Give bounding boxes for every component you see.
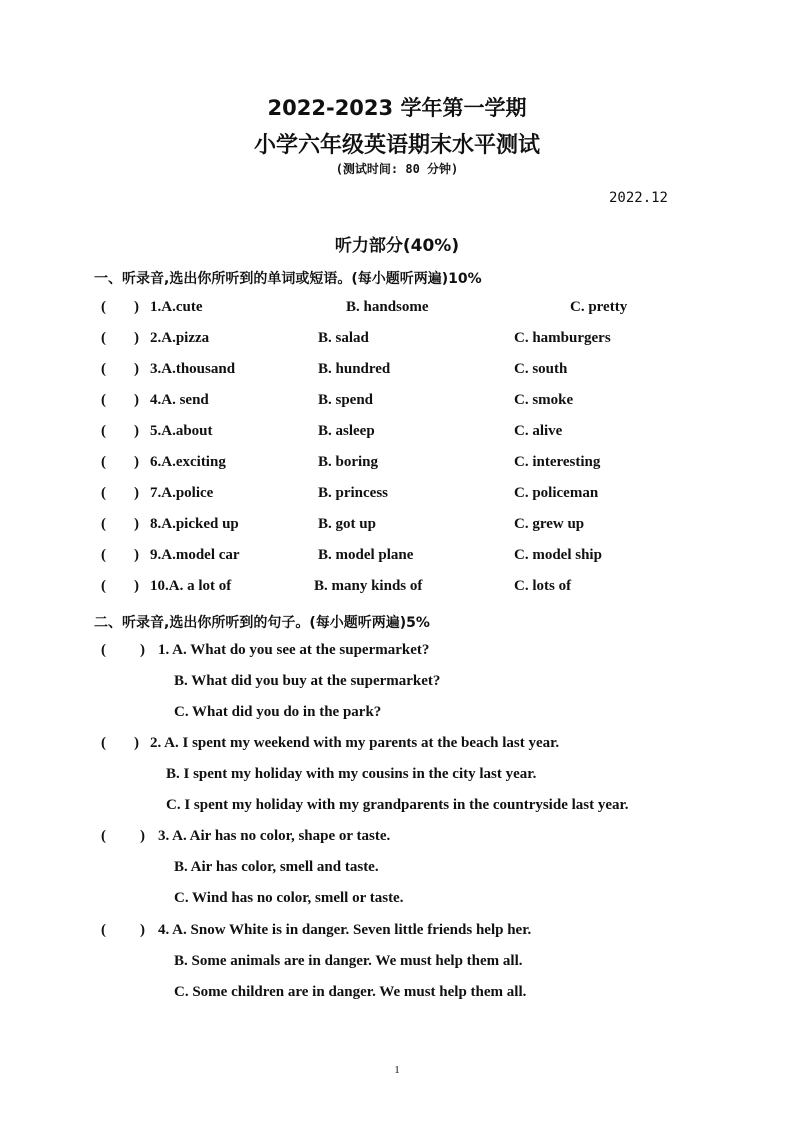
part2-heading: 二、听录音,选出你所听到的句子。(每小题听两遍)5% <box>94 615 430 631</box>
sentence-option-b: B. Some animals are in danger. We must help them all. <box>174 953 523 969</box>
answer-paren-open[interactable]: ( <box>101 299 106 315</box>
answer-paren-open[interactable]: ( <box>101 516 106 532</box>
sentence-option-b: B. What did you buy at the supermarket? <box>174 673 441 689</box>
option-a: 1.A.cute <box>150 299 203 315</box>
sentence-option-b: B. I spent my holiday with my cousins in the city last year. <box>166 766 537 782</box>
question-row <box>0 516 794 540</box>
answer-paren-close: ) <box>140 922 145 938</box>
answer-paren-close: ) <box>134 547 139 563</box>
option-b: B. boring <box>318 454 379 470</box>
option-c: C. smoke <box>514 392 574 408</box>
option-b: B. hundred <box>318 361 391 377</box>
question-row <box>0 330 794 354</box>
answer-paren-close: ) <box>134 423 139 439</box>
answer-paren-open[interactable]: ( <box>101 330 106 346</box>
answer-paren-open[interactable]: ( <box>101 423 106 439</box>
option-c: C. model ship <box>514 547 602 563</box>
option-c: C. policeman <box>514 485 599 501</box>
question-row <box>0 578 794 602</box>
exam-duration: (测试时间: 80 分钟) <box>335 162 459 176</box>
option-b: B. spend <box>318 392 374 408</box>
part1-heading: 一、听录音,选出你所听到的单词或短语。(每小题听两遍)10% <box>94 271 482 287</box>
sentence-option-a: 3. A. Air has no color, shape or taste. <box>158 828 391 844</box>
option-a: 5.A.about <box>150 423 213 439</box>
option-a: 8.A.picked up <box>150 516 239 532</box>
exam-title: 小学六年级英语期末水平测试 <box>253 133 540 158</box>
option-c: C. interesting <box>514 454 601 470</box>
listening-section-title: 听力部分(40%) <box>334 236 460 256</box>
question-row <box>0 454 794 478</box>
option-b: B. many kinds of <box>314 578 423 594</box>
option-a: 2.A.pizza <box>150 330 210 346</box>
sentence-option-c: C. I spent my holiday with my grandparents in the countryside last year. <box>166 797 629 813</box>
answer-paren-close: ) <box>134 516 139 532</box>
sentence-option-a: 2. A. I spent my weekend with my parents at the beach last year. <box>150 735 560 751</box>
answer-paren-close: ) <box>134 330 139 346</box>
answer-paren-open[interactable]: ( <box>101 828 106 844</box>
answer-paren-open[interactable]: ( <box>101 642 106 658</box>
sentence-option-c: C. What did you do in the park? <box>174 704 382 720</box>
question-row <box>0 361 794 385</box>
option-a: 3.A.thousand <box>150 361 236 377</box>
answer-paren-open[interactable]: ( <box>101 547 106 563</box>
answer-paren-open[interactable]: ( <box>101 735 106 751</box>
option-b: B. princess <box>318 485 389 501</box>
sentence-option-c: C. Some children are in danger. We must help them all. <box>174 984 527 1000</box>
sentence-option-b: B. Air has color, smell and taste. <box>174 859 379 875</box>
answer-paren-close: ) <box>134 299 139 315</box>
answer-paren-close: ) <box>134 735 139 751</box>
option-a: 9.A.model car <box>150 547 240 563</box>
option-c: C. hamburgers <box>514 330 611 346</box>
answer-paren-close: ) <box>134 485 139 501</box>
question-row <box>0 392 794 416</box>
option-a: 10.A. a lot of <box>150 578 232 594</box>
option-b: B. asleep <box>318 423 375 439</box>
answer-paren-close: ) <box>134 578 139 594</box>
option-a: 7.A.police <box>150 485 214 501</box>
page-number: 1 <box>394 1064 400 1076</box>
year-term-title: 2022-2023 学年第一学期 <box>267 96 527 120</box>
sentence-option-a: 1. A. What do you see at the supermarket? <box>158 642 430 658</box>
answer-paren-open[interactable]: ( <box>101 392 106 408</box>
question-row <box>0 547 794 571</box>
answer-paren-close: ) <box>134 454 139 470</box>
answer-paren-open[interactable]: ( <box>101 922 106 938</box>
option-c: C. alive <box>514 423 563 439</box>
sentence-option-a: 4. A. Snow White is in danger. Seven little friends help her. <box>158 922 532 938</box>
question-row <box>0 423 794 447</box>
option-c: C. pretty <box>570 299 628 315</box>
exam-date: 2022.12 <box>608 190 668 206</box>
answer-paren-close: ) <box>134 361 139 377</box>
answer-paren-open[interactable]: ( <box>101 454 106 470</box>
option-a: 6.A.exciting <box>150 454 226 470</box>
answer-paren-open[interactable]: ( <box>101 361 106 377</box>
option-b: B. salad <box>318 330 369 346</box>
option-c: C. south <box>514 361 568 377</box>
question-row <box>0 299 794 323</box>
answer-paren-open[interactable]: ( <box>101 485 106 501</box>
option-b: B. handsome <box>346 299 429 315</box>
answer-paren-close: ) <box>140 642 145 658</box>
sentence-option-c: C. Wind has no color, smell or taste. <box>174 890 404 906</box>
option-c: C. lots of <box>514 578 572 594</box>
option-b: B. got up <box>318 516 376 532</box>
option-c: C. grew up <box>514 516 585 532</box>
answer-paren-close: ) <box>134 392 139 408</box>
option-a: 4.A. send <box>150 392 209 408</box>
answer-paren-close: ) <box>140 828 145 844</box>
question-row <box>0 485 794 509</box>
answer-paren-open[interactable]: ( <box>101 578 106 594</box>
option-b: B. model plane <box>318 547 414 563</box>
